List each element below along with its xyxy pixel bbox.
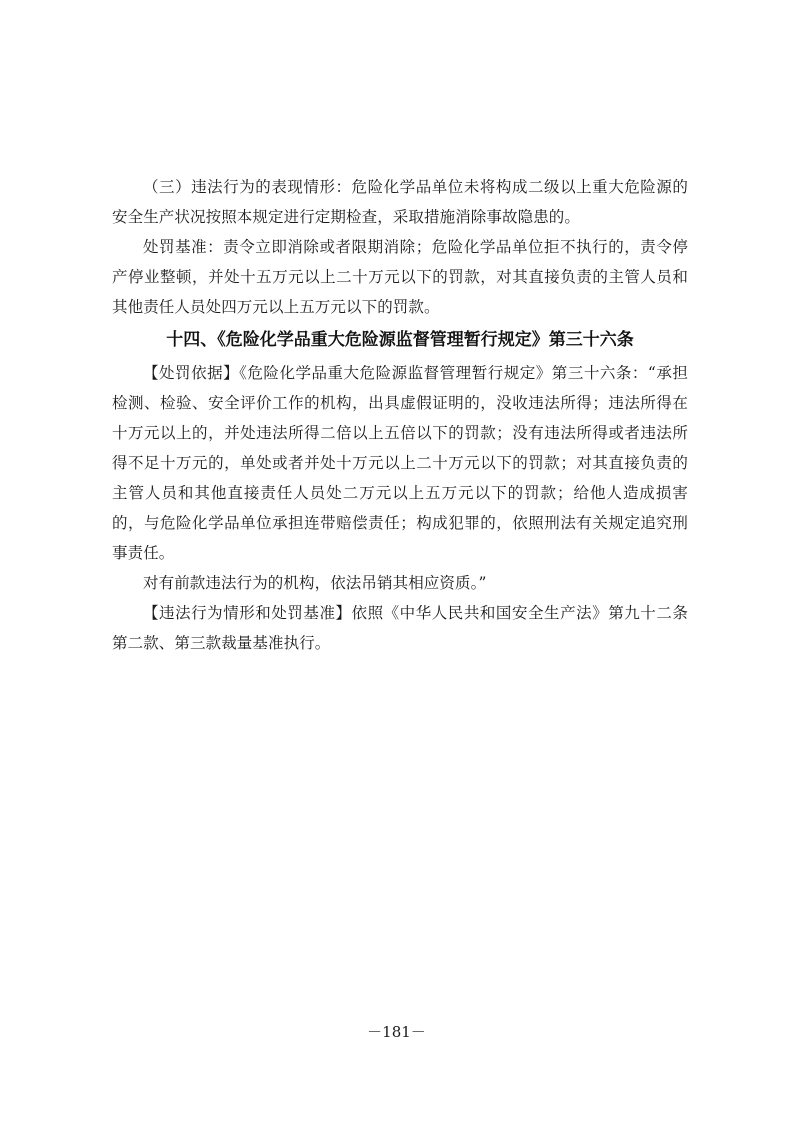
penalty-standard-paragraph: 处罚基准：责令立即消除或者限期消除；危险化学品单位拒不执行的，责令停产停业整顿，并处十五万元以上二十万元以下的罚款，对其直接负责的主管人员和其他责任人员处四万元以上五万元以下的罚款。 [112, 238, 688, 316]
document-body [112, 172, 688, 658]
penalty-basis-paragraph: 【处罚依据】《危险化学品重大危险源监督管理暂行规定》第三十六条：“承担检测、检验、安全评价工作的机构，出具虚假证明的，没收违法所得；违法所得在十万元以上的，并处违法所得二倍以上五倍以下的罚款；没有违法所得或者违法所得不足十万元的，单处或者并处十万元以上二十万元以下的罚款；对其直接负责的主管人员和其他直接责任人员处二万元以上五万元以下的罚款；给他人造成损害的，与危险化学品单位承担连带赔偿责任；构成犯罪的，依照刑法有关规定追究刑事责任。 [112, 364, 688, 562]
violation-standard-paragraph: 【违法行为情形和处罚基准】依照《中华人民共和国安全生产法》第九十二条第二款、第三款裁量基准执行。 [112, 604, 688, 652]
qualification-revocation-paragraph: 对有前款违法行为的机构，依法吊销其相应资质。” [143, 574, 487, 592]
page-number: －181－ [367, 1023, 426, 1041]
violation-situation-paragraph: （三）违法行为的表现情形：危险化学品单位未将构成二级以上重大危险源的安全生产状况按照本规定进行定期检查，采取措施消除事故隐患的。 [112, 178, 688, 226]
section-heading: 十四、《危险化学品重大危险源监督管理暂行规定》第三十六条 [166, 330, 634, 350]
